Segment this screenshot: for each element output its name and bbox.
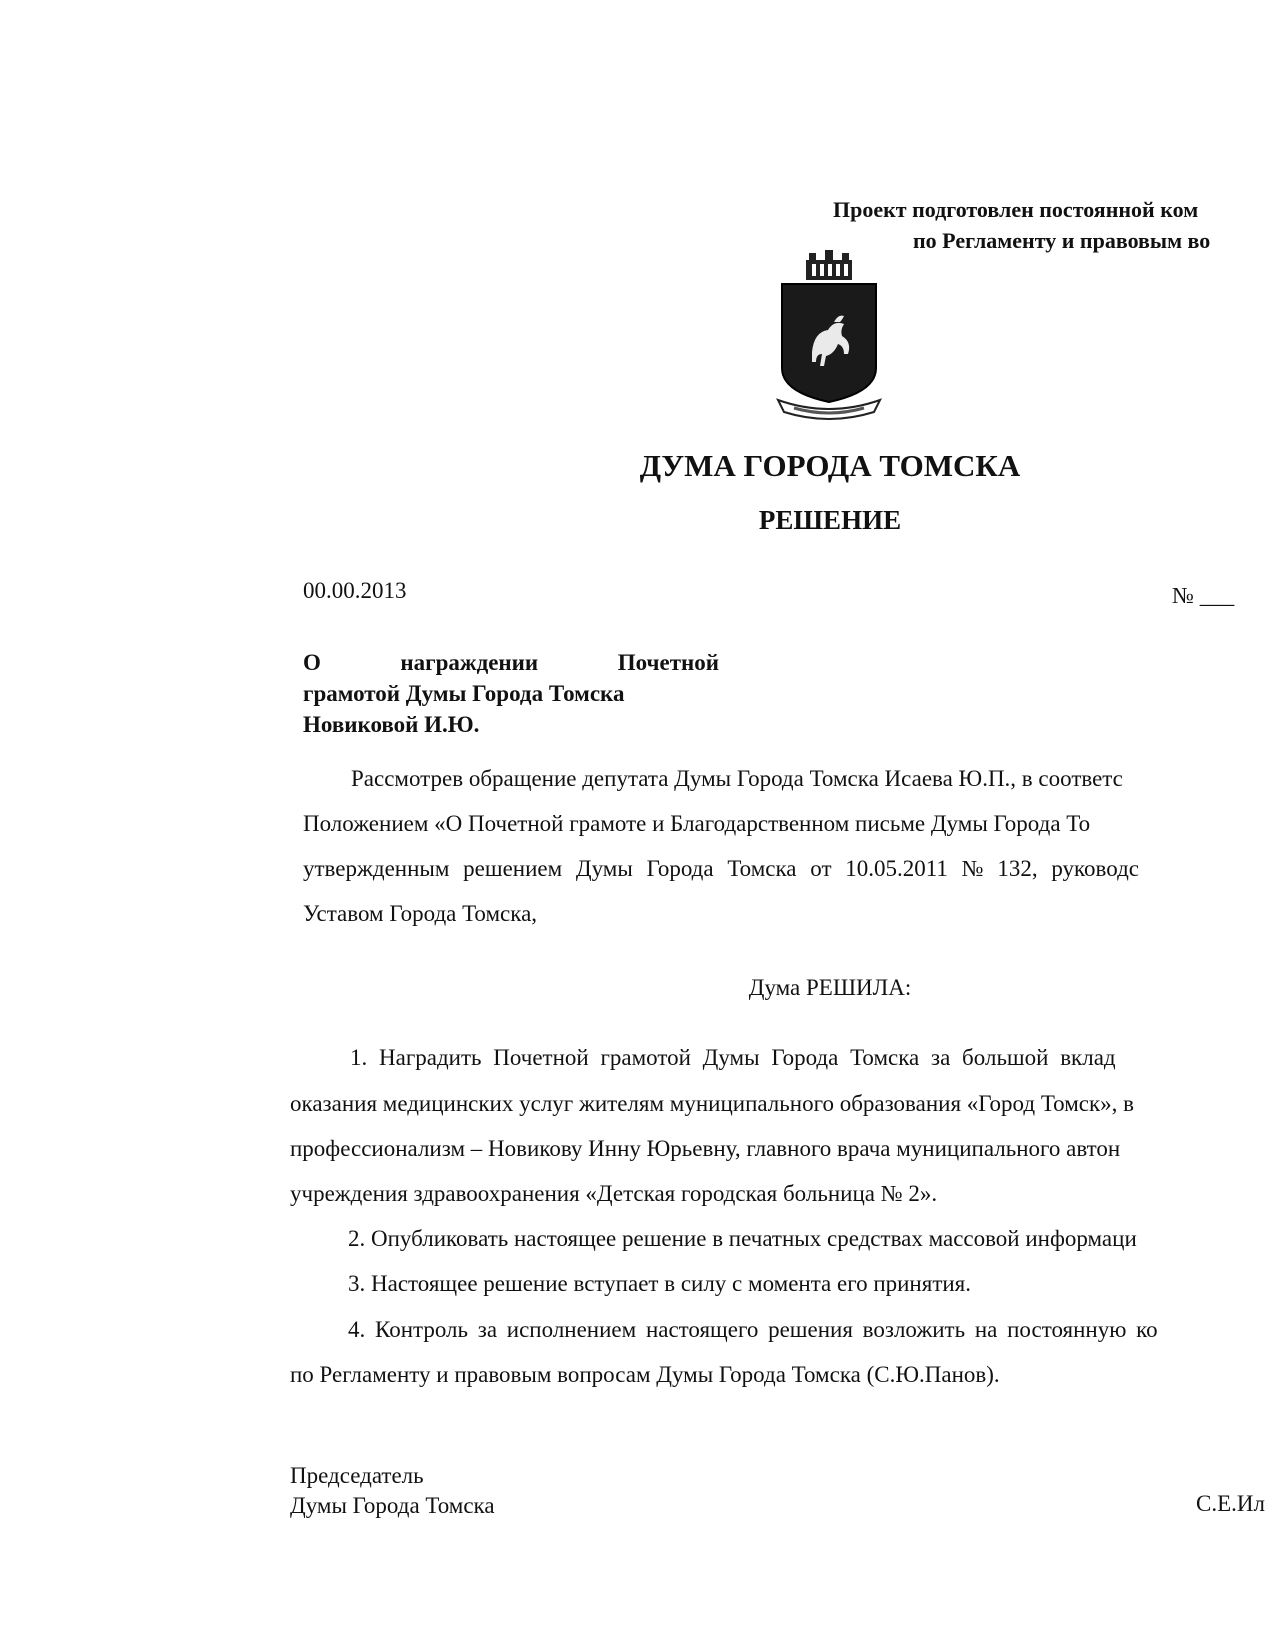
signatory-title-line-1: Председатель: [290, 1463, 424, 1488]
document-number: № ___: [1172, 583, 1235, 608]
preamble-line: Рассмотрев обращение депутата Думы Города Томска Исаева Ю.П., в соответс: [351, 766, 1123, 791]
resolved-heading: Дума РЕШИЛА:: [748, 975, 912, 1000]
signatory-title: [290, 1461, 495, 1521]
subject-line-3: Новиковой И.Ю.: [303, 712, 480, 737]
resolution-item-3: 3. Настоящее решение вступает в силу с момента его принятия.: [348, 1271, 972, 1296]
resolution-item-4: 4. Контроль за исполнением настоящего решения возложить на постоянную ко: [348, 1317, 1158, 1342]
preamble-line: Уставом Города Томска,: [303, 901, 538, 926]
preamble-line: утвержденным решением Думы Города Томска от 10.05.2011 № 132, руководс: [303, 856, 1140, 881]
resolution-item-1: 1. Наградить Почетной грамотой Думы Города Томска за большой вклад: [350, 1045, 1116, 1070]
resolution-item-1-continued: профессионализм – Новикову Инну Юрьевну, главного врача муниципального автон: [290, 1136, 1121, 1161]
subject-line-2: грамотой Думы Города Томска: [303, 681, 625, 706]
draft-note-line-1: Проект подготовлен постоянной ком: [833, 197, 1199, 222]
resolution-item-4-continued: по Регламенту и правовым вопросам Думы Города Томска (С.Ю.Панов).: [290, 1362, 1000, 1387]
subject-line-1: [303, 647, 719, 678]
draft-note: [833, 194, 1210, 256]
signatory-title-line-2: Думы Города Томска: [290, 1493, 495, 1518]
document-date: 00.00.2013: [303, 578, 407, 603]
subject-word: О: [303, 650, 321, 675]
document-type-heading: РЕШЕНИЕ: [758, 505, 902, 535]
organization-title: ДУМА ГОРОДА ТОМСКА: [639, 448, 1021, 483]
document-subject: [303, 647, 719, 740]
preamble-line: Положением «О Почетной грамоте и Благодарственном письме Думы Города То: [303, 811, 1091, 836]
resolution-item-1-continued: учреждения здравоохранения «Детская городская больница № 2».: [290, 1181, 938, 1206]
subject-word: награждении: [400, 650, 539, 675]
resolution-item-2: 2. Опубликовать настоящее решение в печатных средствах массовой информаци: [348, 1226, 1137, 1251]
draft-note-line-2: по Регламенту и правовым во: [913, 228, 1211, 253]
tomsk-coat-of-arms-icon: [774, 250, 884, 420]
signatory-name: С.Е.Ил: [1196, 1491, 1265, 1516]
subject-word: Почетной: [617, 650, 719, 675]
resolution-item-1-continued: оказания медицинских услуг жителям муниципального образования «Город Томск», в: [290, 1091, 1135, 1116]
